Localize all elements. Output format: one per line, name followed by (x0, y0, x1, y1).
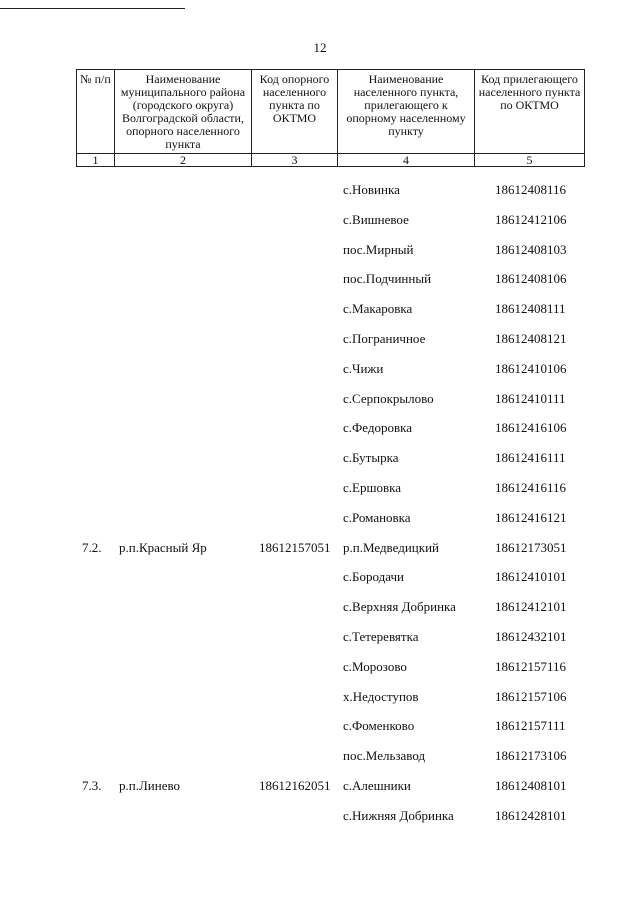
settlement-code: 18612428101 (495, 807, 567, 823)
settlement-code: 18612157116 (495, 658, 567, 674)
settlement-code: 18612157106 (495, 688, 567, 704)
settlement-code: 18612408116 (495, 182, 567, 197)
top-rule (0, 8, 185, 9)
settlement-code: 18612408111 (495, 301, 566, 317)
column-number: 2 (115, 154, 252, 167)
settlement-code: 18612416121 (495, 509, 567, 525)
header-settlement-code: Код прилегающего населенного пункта по ОКТМО (475, 70, 585, 154)
settlement-name: с.Бутырка (343, 450, 399, 466)
table-header (76, 69, 585, 167)
column-number-row (77, 154, 585, 167)
header-settlement: Наименование населенного пункта, прилегающего к опорному населенному пункту (338, 70, 475, 154)
row-number: 7.2. (82, 539, 102, 555)
settlement-name: с.Вишневое (343, 211, 409, 227)
settlement-code: 18612410111 (495, 390, 566, 406)
settlement-name: с.Фоменково (343, 718, 415, 734)
settlement-code: 18612432101 (495, 629, 567, 644)
table-row (0, 778, 640, 798)
table-row (0, 361, 640, 381)
settlement-code: 18612157111 (495, 718, 566, 734)
settlement-name: пос.Подчинный (343, 271, 432, 287)
base-code: 18612162051 (259, 778, 331, 793)
table-row (0, 212, 640, 232)
settlement-name: с.Макаровка (343, 301, 413, 317)
column-number: 1 (77, 154, 115, 167)
table-row (0, 599, 640, 619)
district-name: р.п.Красный Яр (119, 539, 207, 555)
settlement-code: 18612410101 (495, 569, 567, 585)
settlement-code: 18612173051 (495, 539, 567, 555)
settlement-name: с.Алешники (343, 778, 411, 793)
settlement-name: с.Серпокрылово (343, 390, 434, 406)
settlement-name: х.Недоступов (343, 688, 419, 704)
table-row (0, 659, 640, 679)
table-row (0, 569, 640, 589)
settlement-code: 18612412106 (495, 211, 567, 227)
settlement-name: пос.Мирный (343, 241, 414, 257)
table-row (0, 271, 640, 291)
header-district: Наименование муниципального района (городского округа) Волгоградской области, опорного населенного пункта (115, 70, 252, 154)
settlement-code: 18612408103 (495, 241, 567, 257)
table-row (0, 748, 640, 768)
settlement-name: с.Морозово (343, 658, 407, 674)
table-row (0, 510, 640, 530)
column-number: 5 (475, 154, 585, 167)
settlement-code: 18612412101 (495, 599, 567, 615)
settlement-name: с.Пограничное (343, 331, 426, 346)
settlement-name: с.Романовка (343, 509, 411, 525)
settlement-code: 18612416116 (495, 480, 567, 495)
settlement-code: 18612408121 (495, 331, 567, 346)
settlement-code: 18612416111 (495, 450, 566, 466)
settlement-name: с.Верхняя Добринка (343, 599, 456, 615)
settlement-code: 18612410106 (495, 360, 567, 376)
settlement-name: с.Ершовка (343, 480, 401, 495)
table-row (0, 540, 640, 560)
table-row (0, 689, 640, 709)
header-number: № п/п (77, 70, 115, 154)
header-row (77, 70, 585, 154)
table-row (0, 480, 640, 500)
table-row (0, 718, 640, 738)
table-row (0, 242, 640, 262)
column-number: 3 (252, 154, 338, 167)
table-row (0, 182, 640, 202)
settlement-name: с.Чижи (343, 360, 384, 376)
base-code: 18612157051 (259, 539, 331, 555)
settlement-code: 18612416106 (495, 420, 567, 436)
table-row (0, 450, 640, 470)
table-row (0, 301, 640, 321)
header-base-code: Код опорного населенного пункта по ОКТМО (252, 70, 338, 154)
settlement-name: с.Бородачи (343, 569, 404, 585)
settlement-name: с.Новинка (343, 182, 400, 197)
district-name: р.п.Линево (119, 778, 181, 793)
table-row (0, 331, 640, 351)
settlement-code: 18612173106 (495, 748, 567, 764)
column-number: 4 (338, 154, 475, 167)
row-number: 7.3. (82, 778, 102, 793)
table-row (0, 629, 640, 649)
settlement-name: с.Тетеревятка (343, 629, 419, 644)
settlement-code: 18612408106 (495, 271, 567, 287)
settlement-name: с.Нижняя Добринка (343, 807, 454, 823)
settlement-name: с.Федоровка (343, 420, 413, 436)
settlement-name: р.п.Медведицкий (343, 539, 439, 555)
table-row (0, 391, 640, 411)
table-row (0, 808, 640, 828)
table-row (0, 420, 640, 440)
settlement-code: 18612408101 (495, 778, 567, 793)
page-number: 12 (313, 40, 327, 55)
settlement-name: пос.Мельзавод (343, 748, 426, 764)
